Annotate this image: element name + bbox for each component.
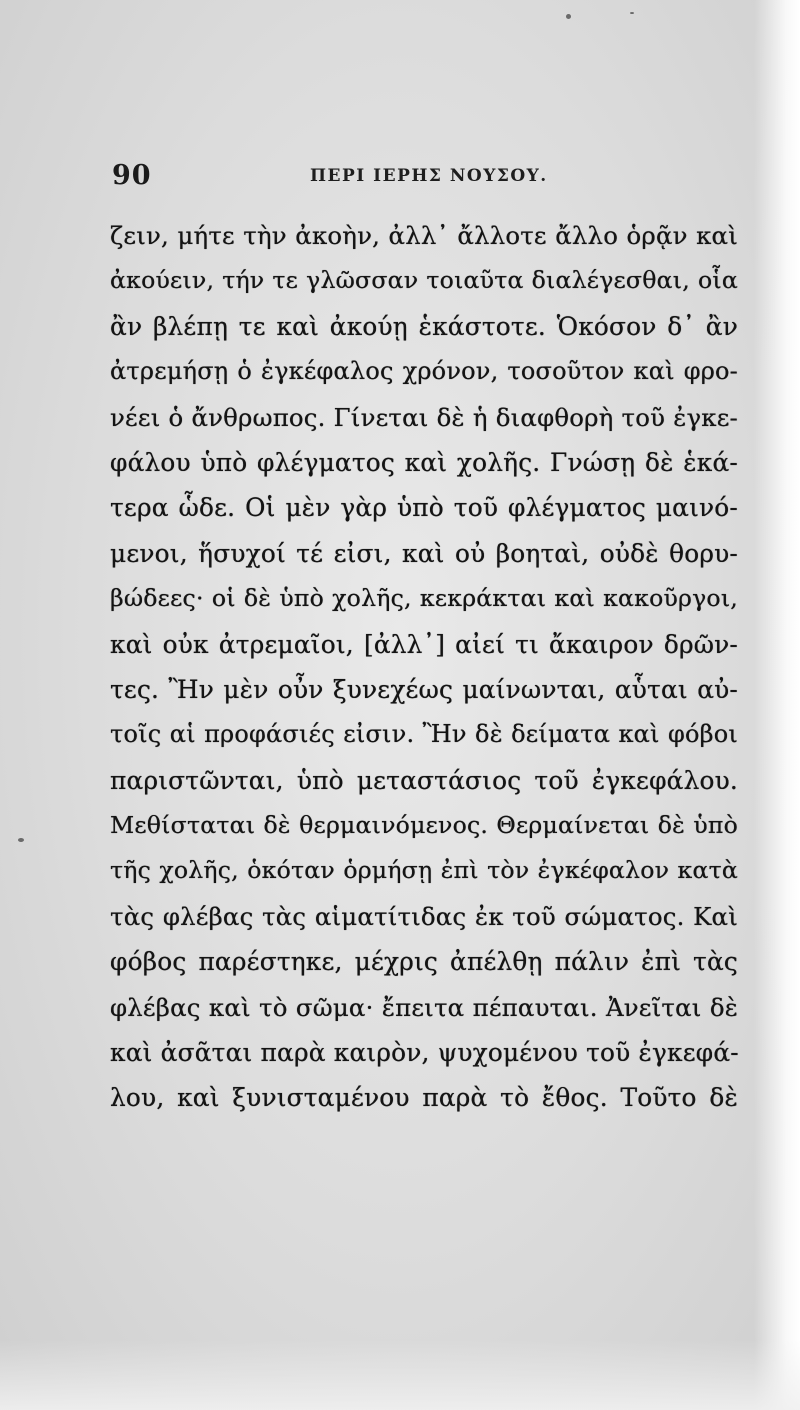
text-line: ἀκούειν, τήν τε γλῶσσαν τοιαῦτα διαλέγεσθαι, οἷα <box>110 266 738 295</box>
text-line: φόβος παρέστηκε, μέχρις ἀπέλθῃ πάλιν ἐπὶ τὰς <box>110 947 738 977</box>
page-bottom-margin <box>0 1340 800 1410</box>
text-line: ζειν, μήτε τὴν ἀκοὴν, ἀλλ᾽ ἄλλοτε ἄλλο ὁρᾷν καὶ <box>110 221 738 250</box>
page-edge-shadow <box>754 0 800 1410</box>
text-line: παριστῶνται, ὑπὸ μεταστάσιος τοῦ ἐγκεφάλου. <box>110 765 738 795</box>
page-header <box>112 160 742 196</box>
text-line: βώδεες· οἱ δὲ ὑπὸ χολῆς, κεκράκται καὶ κακοῦργοι, <box>110 584 738 613</box>
text-line: τερα ὧδε. Οἱ μὲν γὰρ ὑπὸ τοῦ φλέγματος μαινό- <box>110 493 738 523</box>
text-line: καὶ ἀσᾶται παρὰ καιρὸν, ψυχομένου τοῦ ἐγκεφά- <box>110 1038 739 1068</box>
text-line: τῆς χολῆς, ὁκόταν ὁρμήσῃ ἐπὶ τὸν ἐγκέφαλον κατὰ <box>110 856 738 885</box>
text-line: τὰς φλέβας τὰς αἱματίτιδας ἐκ τοῦ σώματος. Καὶ <box>110 901 738 931</box>
text-line: ἀτρεμήσῃ ὁ ἐγκέφαλος χρόνον, τοσοῦτον καὶ φρο- <box>110 357 738 386</box>
text-line: ἂν βλέπῃ τε καὶ ἀκούῃ ἑκάστοτε. Ὁκόσον δ᾽ ἂν <box>110 311 738 341</box>
ink-speck <box>18 838 24 842</box>
text-line: νέει ὁ ἄνθρωπος. Γίνεται δὲ ἡ διαφθορὴ τοῦ ἐγκε- <box>110 402 738 432</box>
text-line: φάλου ὑπὸ φλέγματος καὶ χολῆς. Γνώσῃ δὲ ἑκά- <box>110 447 738 477</box>
text-line: καὶ οὐκ ἀτρεμαῖοι, [ἀλλ᾽] αἰεί τι ἄκαιρον δρῶν- <box>110 629 738 659</box>
ink-speck <box>630 12 634 14</box>
ink-speck <box>566 14 571 19</box>
running-head: ΠΕΡΙ ΙΕΡΗΣ ΝΟΥΣΟΥ. <box>310 166 548 186</box>
page-number: 90 <box>112 160 152 191</box>
text-line: τες. Ἢν μὲν οὖν ξυνεχέως μαίνωνται, αὗται αὐ- <box>110 674 738 704</box>
text-line: φλέβας καὶ τὸ σῶμα· ἔπειτα πέπαυται. Ἀνεῖται δὲ <box>110 992 738 1022</box>
text-line: Μεθίσταται δὲ θερμαινόμενος. Θερμαίνεται δὲ ὑπὸ <box>110 811 738 840</box>
text-line: λου, καὶ ξυνισταμένου παρὰ τὸ ἔθος. Τοῦτο δὲ <box>110 1083 738 1113</box>
text-line: μενοι, ἥσυχοί τέ εἰσι, καὶ οὐ βοηταὶ, οὐδὲ θορυ- <box>110 538 738 568</box>
body-text <box>110 213 738 1121</box>
text-line: τοῖς αἱ προφάσιές εἰσιν. Ἢν δὲ δείματα καὶ φόβοι <box>110 720 738 749</box>
